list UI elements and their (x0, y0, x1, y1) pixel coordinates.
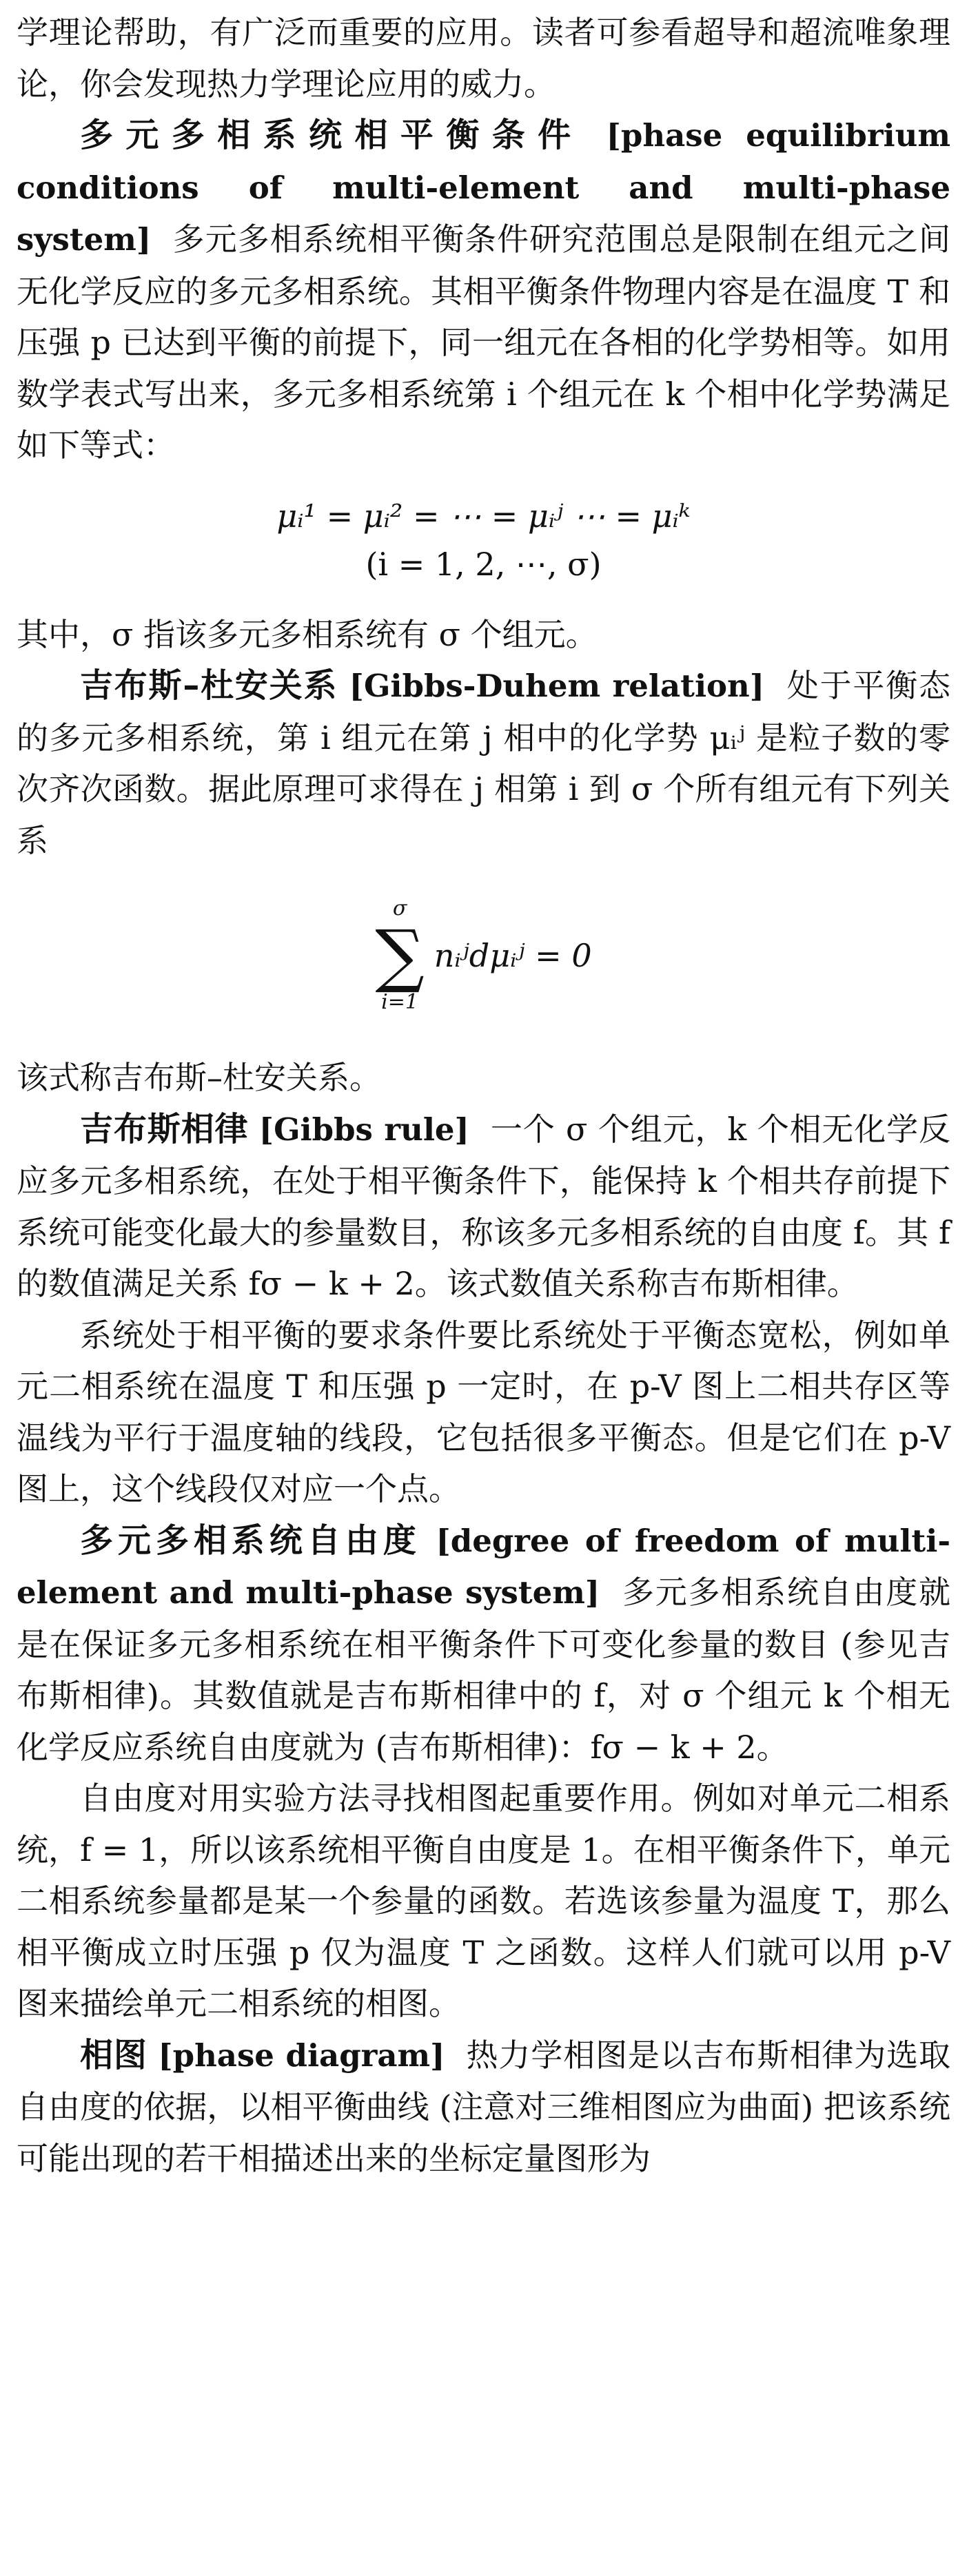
equation-condition: (i = 1, 2, ⋯, σ) (365, 545, 602, 583)
equation-line: μᵢ¹ = μᵢ² = ⋯ = μᵢʲ ⋯ = μᵢᵏ (276, 497, 691, 535)
equation-gibbs-duhem (17, 880, 950, 1031)
entry-term-zh: 吉布斯相律 (80, 1109, 249, 1148)
entry-term-en: [phase diagram] (158, 2037, 445, 2074)
entry-term-zh: 多元多相系统相平衡条件 (80, 116, 584, 154)
entry-body: 热力学相图是以吉布斯相律为选取自由度的依据，以相平衡曲线 (注意对三维相图应为曲面) 把该系统可能出现的若干相描述出来的坐标定量图形为 (17, 2036, 951, 2177)
entry-body: 一个 σ 个组元，k 个相无化学反应多元多相系统，在处于相平衡条件下，能保持 k 个相共存前提下系统可能变化最大的参量数目，称该多元多相系统的自由度 f。其 f 的数值满足关系 fσ − k + 2。该式数值关系称吉布斯相律。 (17, 1110, 950, 1302)
equation-chemical-potential (17, 492, 950, 588)
entry-phase-equilibrium (17, 110, 950, 471)
entry-term-en: [degree of freedom of multi-element and multi-phase system] (17, 1522, 950, 1611)
entry-term-en: [phase equilibrium conditions of multi-element and multi-phase system] (17, 117, 950, 258)
entry-gibbs-duhem (17, 660, 950, 866)
paragraph: 自由度对用实验方法寻找相图起重要作用。例如对单元二相系统，f = 1，所以该系统相平衡自由度是 1。在相平衡条件下，单元二相系统参量都是某一个参量的函数。若选该参量为温度 T，那么相平衡成立时压强 p 仅为温度 T 之函数。这样人们就可以用 p-V 图来描绘单元二相系统的相图。 (17, 1780, 950, 2022)
entry-gibbs-rule (17, 1104, 950, 1310)
entry-body: 处于平衡态的多元多相系统，第 i 组元在第 j 相中的化学势 μᵢʲ 是粒子数的零次齐次函数。据此原理可求得在 j 相第 i 到 σ 个所有组元有下列关系 (17, 667, 950, 859)
entry-term-en: [Gibbs-Duhem relation] (349, 668, 765, 704)
entry-phase-diagram (17, 2030, 950, 2185)
equation-explanation: 该式称吉布斯–杜安关系。 (17, 1059, 381, 1096)
sum-expression: nᵢʲdμᵢʲ = 0 (434, 937, 592, 974)
entry-term-zh: 相图 (80, 2035, 147, 2074)
entry-term-zh: 吉布斯–杜安关系 (80, 666, 338, 705)
entry-term-en: [Gibbs rule] (258, 1111, 469, 1148)
entry-body: 多元多相系统自由度就是在保证多元多相系统在相平衡条件下可变化参量的数目 (参见吉布斯相律)。其数值就是吉布斯相律中的 f，对 σ 个组元 k 个相无化学反应系统自由度就为 (吉布斯相律)：fσ − k + 2。 (17, 1574, 951, 1766)
entry-body: 多元多相系统相平衡条件研究范围总是限制在组元之间无化学反应的多元多相系统。其相平衡条件物理内容是在温度 T 和压强 p 已达到平衡的前提下，同一组元在各相的化学势相等。如用数学表式写出来，多元多相系统第 i 个组元在 k 个相中化学势满足如下等式： (17, 220, 950, 464)
summation-symbol: σ ∑ i=1 (375, 896, 425, 1014)
intro-paragraph: 学理论帮助，有广泛而重要的应用。读者可参看超导和超流唯象理论，你会发现热力学理论应用的威力。 (17, 14, 950, 103)
entry-term-zh: 多元多相系统自由度 (80, 1521, 421, 1560)
sum-upper-limit: σ (392, 896, 407, 920)
entry-degree-of-freedom (17, 1515, 950, 1773)
sum-lower-limit: i=1 (381, 990, 418, 1014)
paragraph: 系统处于相平衡的要求条件要比系统处于平衡态宽松，例如单元二相系统在温度 T 和压强 p 一定时，在 p-V 图上二相共存区等温线为平行于温度轴的线段，它包括很多平衡态。但是它们在 p-V 图上，这个线段仅对应一个点。 (17, 1316, 950, 1507)
equation-explanation: 其中，σ 指该多元多相系统有 σ 个组元。 (17, 615, 598, 653)
